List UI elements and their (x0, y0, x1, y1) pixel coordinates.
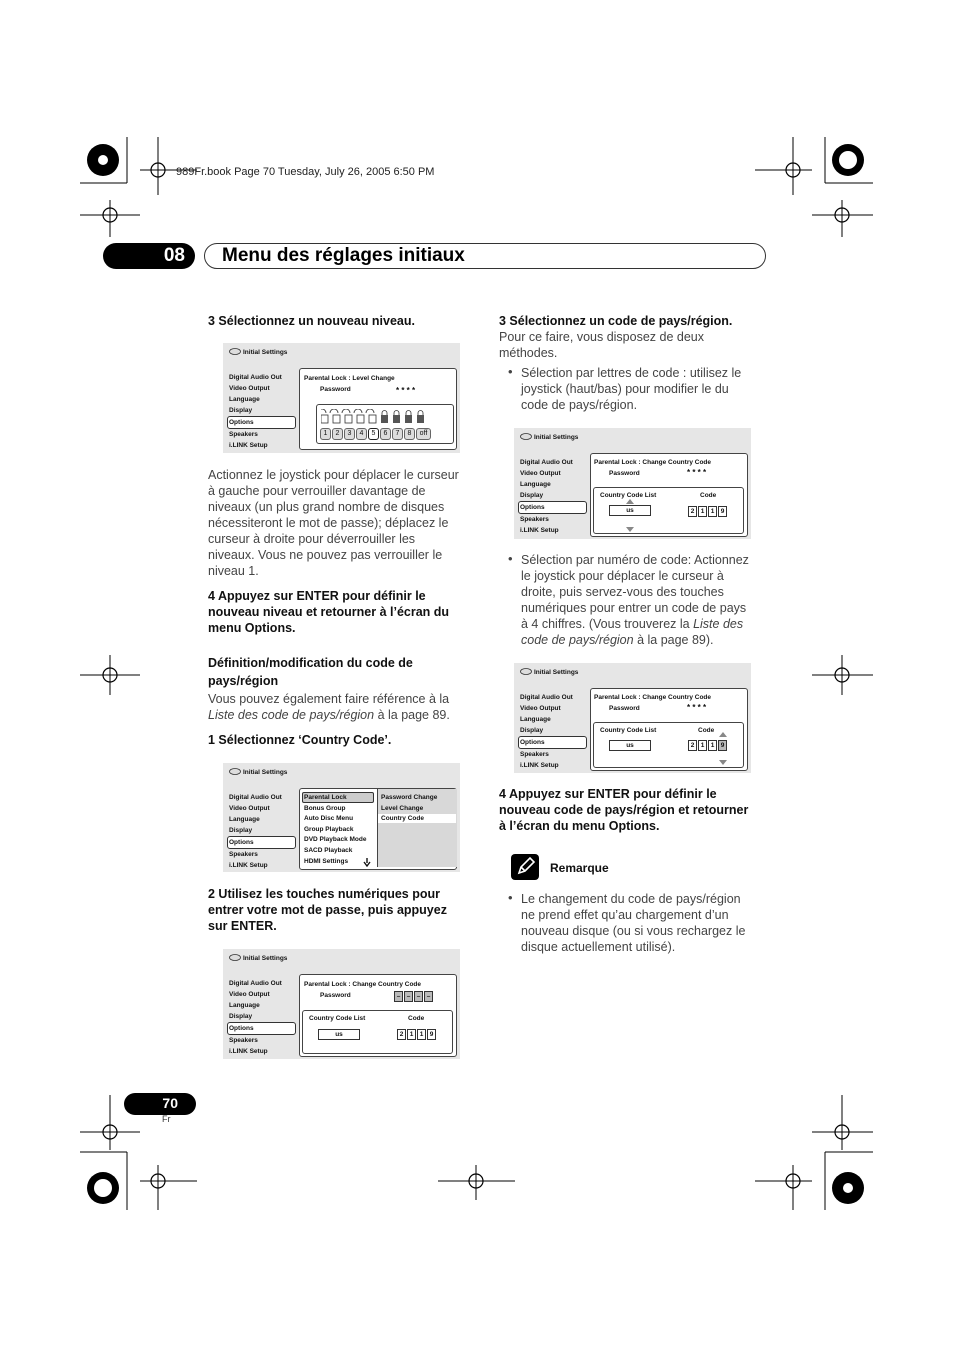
chapter-title-box (204, 243, 766, 269)
step-2-heading: 2 Utilisez les touches numériques pour entrer votre mot de passe, puis appuyez sur ENTER. (208, 887, 447, 933)
disc-icon (229, 348, 241, 355)
section-subheading: Définition/modification du code de pays/région (208, 656, 413, 688)
level-selector: 1 2 3 4 5 6 7 8 off (316, 404, 454, 444)
osd-title: Initial Settings (243, 349, 288, 356)
step-3-right-heading: 3 Sélectionnez un code de pays/région. (499, 314, 733, 328)
scroll-down-arrow-icon (363, 858, 371, 867)
page-language: Fr (162, 1114, 171, 1124)
page-number-badge: 70 (124, 1093, 196, 1115)
bullet-letter-method: Sélection par lettres de code : utilisez le joystick (haut/bas) pour modifier le du code de pays/région. (521, 366, 742, 412)
step-3-heading: 3 Sélectionnez un nouveau niveau. (208, 314, 415, 328)
step-1-heading: 1 Sélectionnez ‘Country Code’. (208, 733, 392, 747)
note-title: Remarque (550, 861, 609, 875)
note-text: Le changement du code de pays/région ne prend effet qu’au chargement d’un nouveau disque (ou si vous rechargez le disque actuellement utilisé). (521, 892, 746, 954)
osd-password-entry: Initial Settings Digital Audio Out Video Output Language Display Options Speakers i.LINK Setup Parental Lock : Change Country Code Password – – – – Country Code List Code us 2 1 1 9 (223, 949, 460, 1059)
options-submenu: Parental Lock Bonus Group Auto Disc Menu Group Playback DVD Playback Mode SACD Playback HDMI Settings Password Change Level Change Country Code (299, 788, 457, 870)
disc-icon (229, 954, 241, 961)
osd-level-change (223, 343, 460, 453)
level-explanation: Actionnez le joystick pour déplacer le curseur à gauche pour verrouiller davantage de niveaux (un plus grand nombre de disques nécessiteront le mot de passe); déplacez le curseur à droite pour déverrouiller les niveaux. Vous ne pouvez pas verrouiller le niveau 1. (208, 468, 459, 578)
reference-text: Vous pouvez également faire référence à la Liste des code de pays/région à la page 89. (208, 692, 450, 722)
step-4-heading: 4 Appuyez sur ENTER pour définir le nouveau niveau et retourner à l’écran du menu Options. (208, 589, 450, 635)
osd-country-numbers: Initial Settings Digital Audio Out Video Output Language Display Options Speakers i.LINK Setup Parental Lock : Change Country Code Password * * * * Country Code List Code us 2 1 1 9 (514, 663, 751, 773)
step-4-right-heading: 4 Appuyez sur ENTER pour définir le nouveau code de pays/région et retourner à l’écran du menu Options. (499, 787, 749, 833)
book-header: 989Fr.book Page 70 Tuesday, July 26, 2005 6:50 PM (176, 166, 435, 178)
bullet-icon: • (508, 551, 513, 566)
bullet-icon: • (508, 890, 513, 905)
disc-icon (229, 768, 241, 775)
osd-country-letters: Initial Settings Digital Audio Out Video Output Language Display Options Speakers i.LINK Setup Parental Lock : Change Country Code Password * * * * Country Code List Code us 2 1 1 9 (514, 428, 751, 539)
lock-icon (321, 409, 431, 424)
disc-icon (520, 433, 532, 440)
chapter-number-badge: 08 (103, 243, 195, 269)
bullet-number-method: Sélection par numéro de code: Actionnez le joystick pour déplacer le curseur à droite, puis servez-vous des touches numériques pour entrer un code de pays à 4 chiffres. (Vous trouverez la Liste des code de pays/région à la page 89). (521, 553, 749, 647)
up-down-arrows-icon (718, 732, 728, 766)
level-window: Parental Lock : Level Change Password * * * * 1 2 3 4 5 6 7 8 off (299, 368, 457, 450)
disc-icon (520, 668, 532, 675)
chapter-title: Menu des réglages initiaux (222, 245, 465, 266)
bullet-icon: • (508, 364, 513, 379)
osd-options-menu: Initial Settings Digital Audio Out Video Output Language Display Options Speakers i.LINK Setup Parental Lock Bonus Group Auto Disc Menu Group Playback DVD Playback Mode SACD Playback HDMI Settings Password Change Level Change Country Code (223, 763, 460, 872)
pencil-note-icon (511, 854, 539, 880)
methods-intro: Pour ce faire, vous disposez de deux méthodes. (499, 330, 704, 360)
osd-menu: Digital Audio Out Video Output Language Display Options Speakers i.LINK Setup (229, 372, 296, 451)
